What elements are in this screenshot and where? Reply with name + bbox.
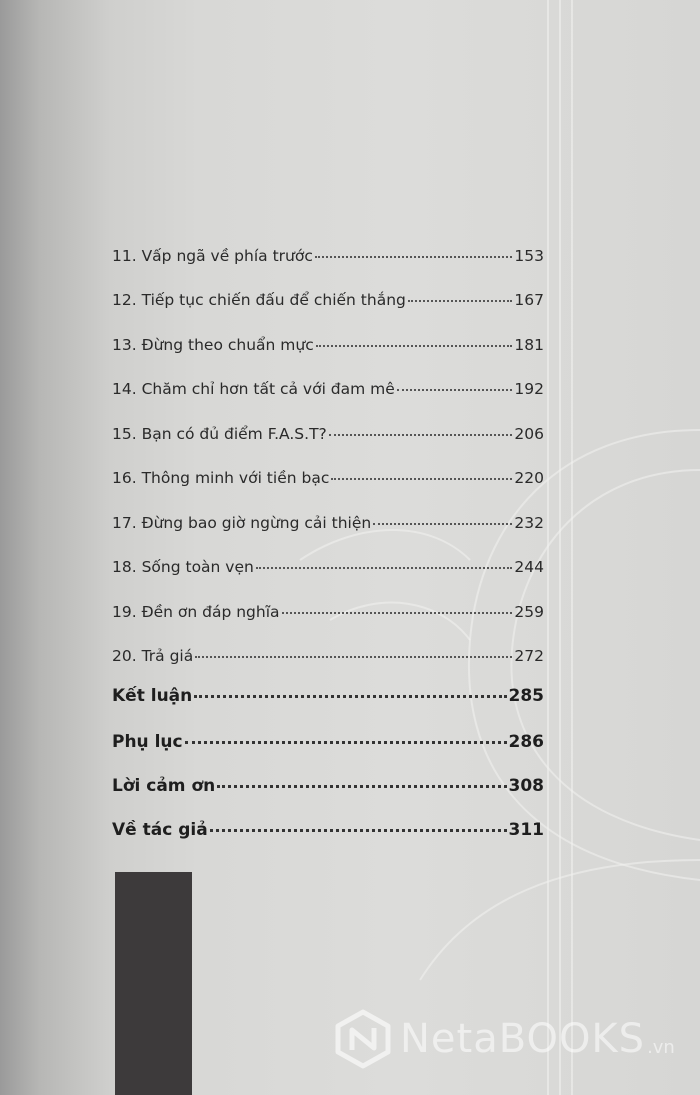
toc-entry-page: 259	[514, 603, 544, 621]
toc-entry-title: Kết luận	[112, 686, 193, 706]
toc-entry-page: 192	[514, 380, 544, 398]
toc-entry-page: 286	[508, 732, 544, 752]
toc-entry-acknowledgements[interactable]	[112, 776, 544, 796]
toc-entry-page: 153	[514, 247, 544, 265]
toc-entry-chapter-12[interactable]	[112, 291, 544, 309]
toc-entry-page: 220	[514, 469, 544, 487]
neta-logo-icon	[332, 1008, 394, 1070]
toc-entry-title: 11. Vấp ngã về phía trước	[112, 247, 313, 265]
toc-entry-chapter-13[interactable]	[112, 336, 544, 354]
toc-entry-page: 244	[514, 558, 544, 576]
dot-leader	[408, 299, 513, 302]
toc-entry-chapter-17[interactable]	[112, 514, 544, 532]
toc-entry-chapter-19[interactable]	[112, 603, 544, 621]
toc-entry-conclusion[interactable]	[112, 686, 544, 706]
toc-entry-chapter-18[interactable]	[112, 558, 544, 576]
toc-entry-chapter-16[interactable]	[112, 469, 544, 487]
dot-leader	[210, 828, 507, 832]
toc-entry-title: 13. Đừng theo chuẩn mực	[112, 336, 314, 354]
toc-entry-title: Phụ lục	[112, 732, 183, 752]
dot-leader	[331, 477, 512, 480]
dot-leader	[185, 740, 507, 744]
toc-entry-page: 167	[514, 291, 544, 309]
toc-entry-page: 206	[514, 425, 544, 443]
watermark-brand: NetaBOOKS	[400, 1016, 646, 1062]
toc-entry-page: 232	[514, 514, 544, 532]
dot-leader	[316, 344, 513, 347]
dot-leader	[397, 388, 513, 391]
dot-leader	[329, 433, 513, 436]
toc-entry-title: 20. Trả giá	[112, 647, 194, 665]
toc-entry-appendix[interactable]	[112, 732, 544, 752]
toc-entry-title: 14. Chăm chỉ hơn tất cả với đam mê	[112, 380, 395, 398]
watermark	[332, 1006, 675, 1072]
toc-entry-title: 18. Sống toàn vẹn	[112, 558, 254, 576]
toc-entry-chapter-20[interactable]	[112, 647, 544, 665]
dot-leader	[282, 611, 513, 614]
toc-entry-page: 308	[508, 776, 544, 796]
dark-bookmark-bar	[115, 872, 192, 1095]
watermark-tld: .vn	[647, 1037, 675, 1058]
toc-entry-about-author[interactable]	[112, 820, 544, 840]
toc-entry-title: Lời cảm ơn	[112, 776, 216, 796]
toc-entry-title: 16. Thông minh với tiền bạc	[112, 469, 330, 487]
toc-entry-chapter-14[interactable]	[112, 380, 544, 398]
dot-leader	[217, 784, 506, 788]
toc-entry-page: 272	[514, 647, 544, 665]
toc-entry-page: 285	[508, 686, 544, 706]
dot-leader	[373, 522, 512, 525]
toc-entry-title: Về tác giả	[112, 820, 208, 840]
toc-entry-title: 17. Đừng bao giờ ngừng cải thiện	[112, 514, 372, 532]
dot-leader	[195, 655, 512, 658]
toc-entry-page: 311	[508, 820, 544, 840]
dot-leader	[315, 255, 513, 258]
toc-entry-title: 15. Bạn có đủ điểm F.A.S.T?	[112, 425, 327, 443]
toc-entry-page: 181	[514, 336, 544, 354]
toc-entry-chapter-15[interactable]	[112, 425, 544, 443]
toc-entry-title: 12. Tiếp tục chiến đấu để chiến thắng	[112, 291, 406, 309]
dot-leader	[256, 566, 513, 569]
toc-entry-title: 19. Đền ơn đáp nghĩa	[112, 603, 280, 621]
dot-leader	[194, 694, 506, 698]
toc-entry-chapter-11[interactable]	[112, 247, 544, 265]
